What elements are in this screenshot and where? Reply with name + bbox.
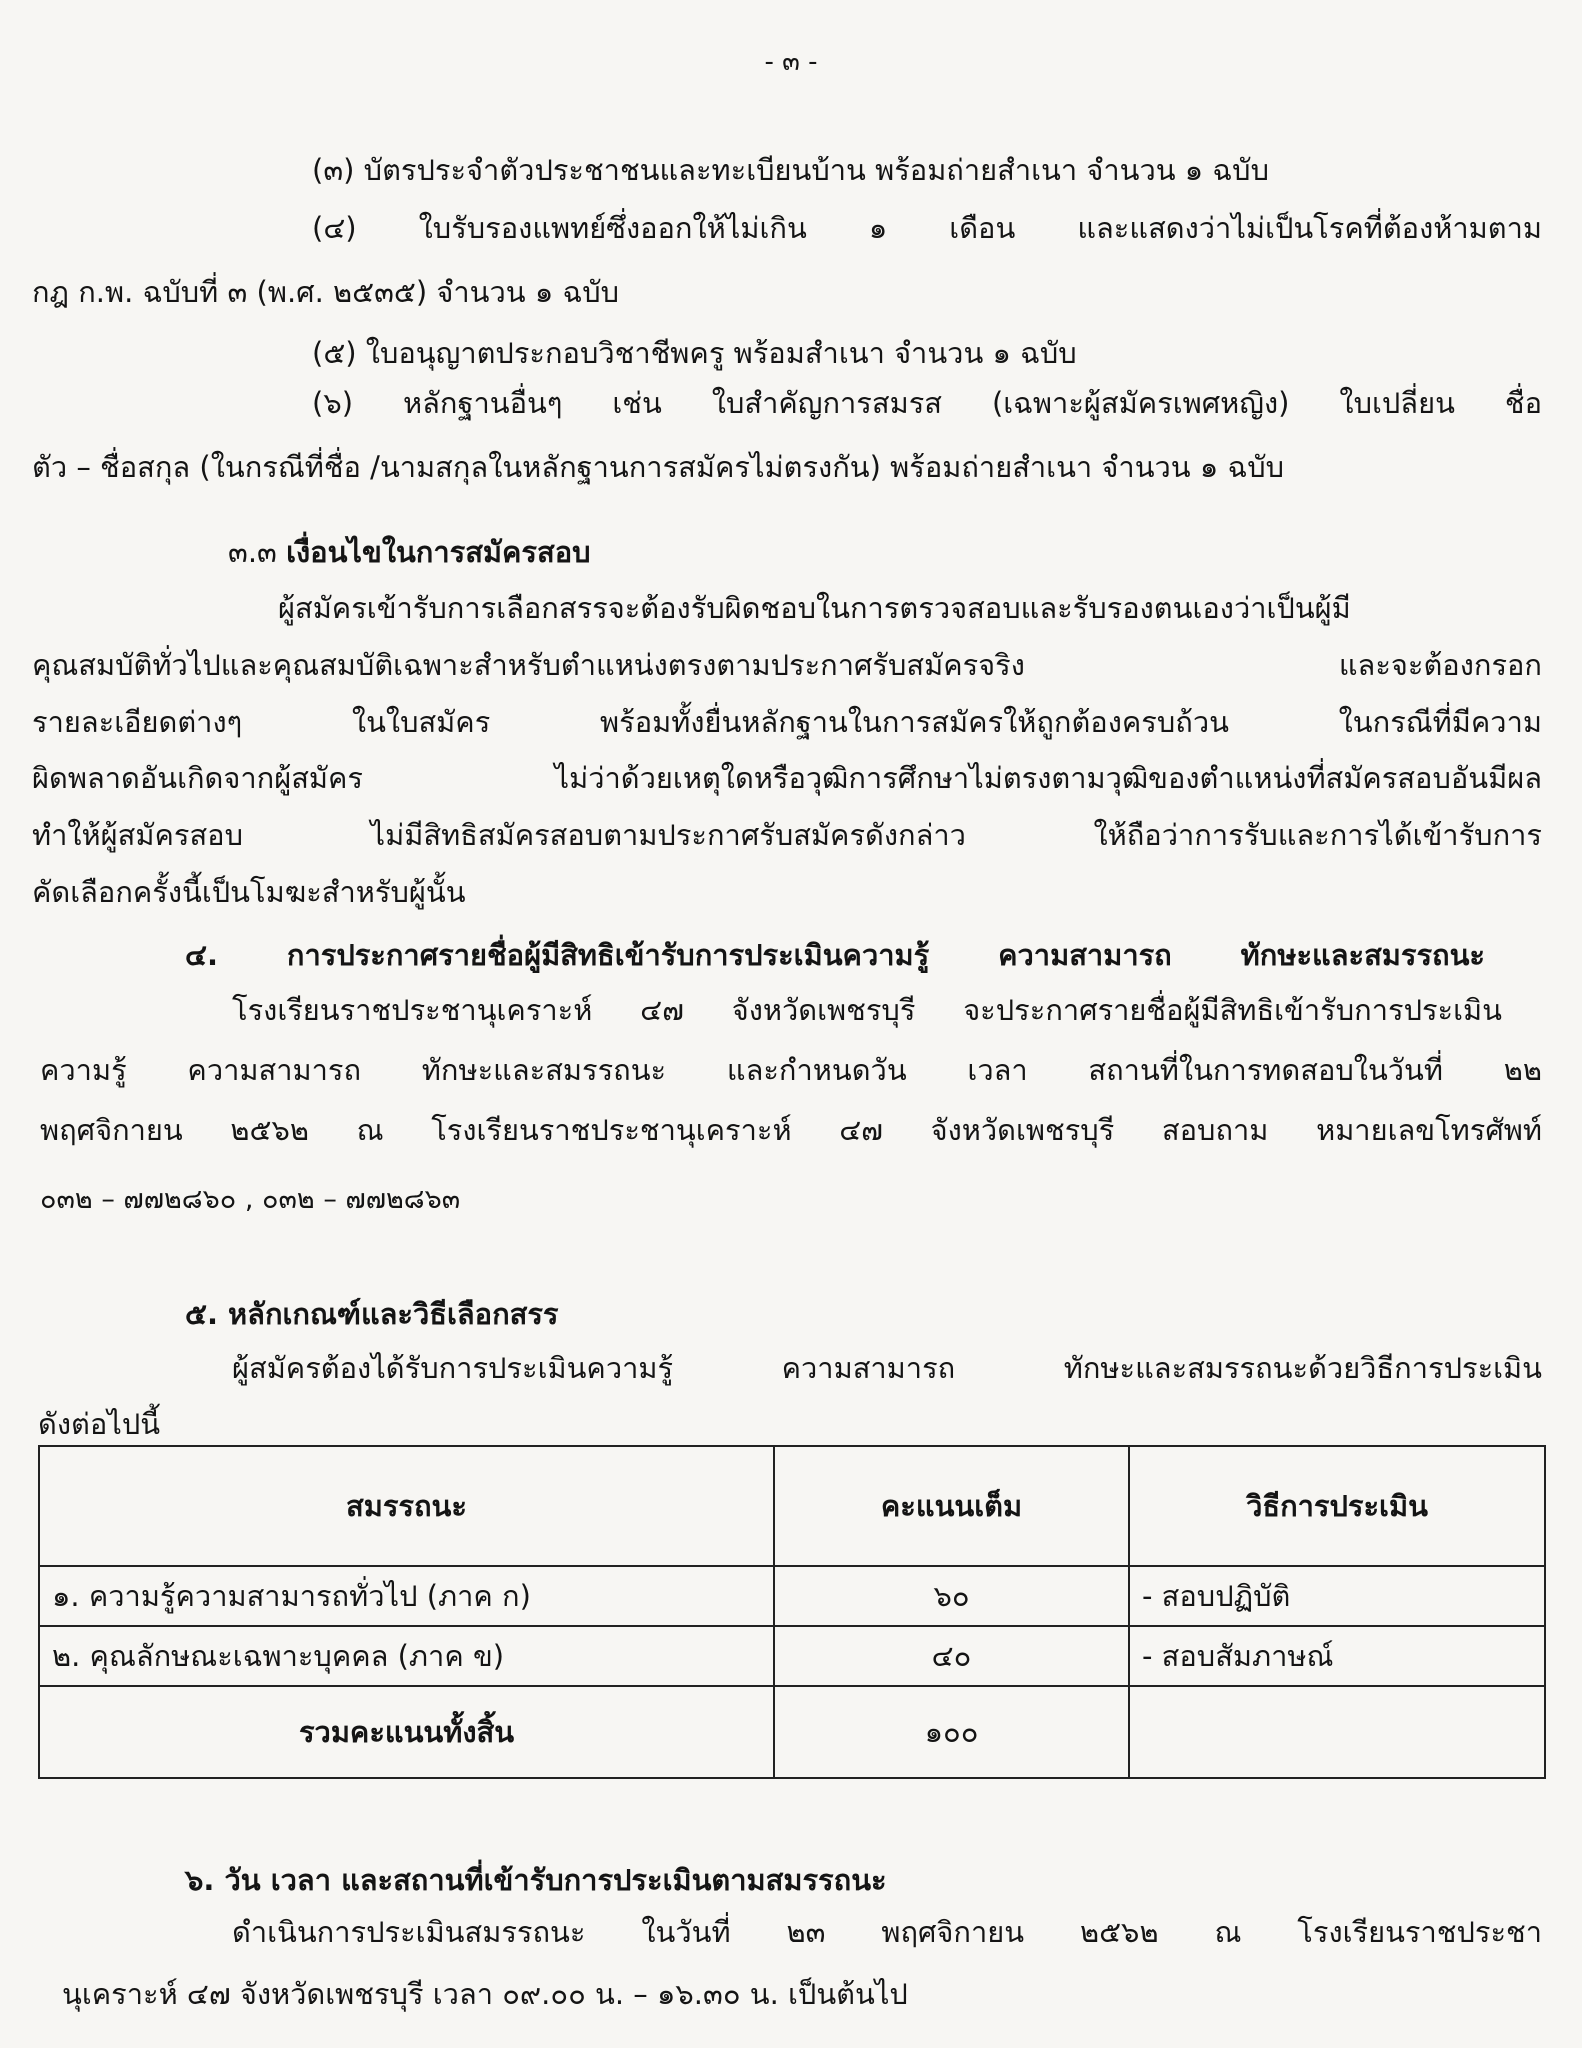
- paragraph-line: ดังต่อไปนี้: [38, 1407, 161, 1441]
- doc-item-3: (๓) บัตรประจำตัวประชาชนและทะเบียนบ้าน พร้อมถ่ายสำเนา จำนวน ๑ ฉบับ: [312, 153, 1269, 187]
- doc-item-4: (๔) ใบรับรองแพทย์ซึ่งออกให้ไม่เกิน ๑ เดือน และแสดงว่าไม่เป็นโรคที่ต้องห้ามตาม: [312, 211, 1542, 245]
- section-3-3-heading: [228, 532, 591, 572]
- section-5-heading: ๕. หลักเกณฑ์และวิธีเลือกสรร: [185, 1297, 559, 1331]
- table-cell: [1129, 1686, 1545, 1778]
- paragraph-line: โรงเรียนราชประชานุเคราะห์ ๔๗ จังหวัดเพชรบุรี จะประกาศรายชื่อผู้มีสิทธิเข้ารับการประเมิน: [232, 993, 1502, 1027]
- table-cell: ๖๐: [774, 1566, 1129, 1626]
- table-row: [39, 1626, 1545, 1686]
- table-header-row: [39, 1446, 1545, 1566]
- paragraph-line: คุณสมบัติทั่วไปและคุณสมบัติเฉพาะสำหรับตำแหน่งตรงตามประกาศรับสมัครจริง และจะต้องกรอก: [32, 648, 1542, 682]
- table-cell: - สอบปฏิบัติ: [1129, 1566, 1545, 1626]
- doc-item-5: (๕) ใบอนุญาตประกอบวิชาชีพครู พร้อมสำเนา จำนวน ๑ ฉบับ: [312, 336, 1077, 370]
- section-6-heading: ๖. วัน เวลา และสถานที่เข้ารับการประเมินตามสมรรถนะ: [185, 1863, 887, 1897]
- paragraph-line: พฤศจิกายน ๒๕๖๒ ณ โรงเรียนราชประชานุเคราะห์ ๔๗ จังหวัดเพชรบุรี สอบถาม หมายเลขโทรศัพท์: [40, 1113, 1542, 1147]
- table-cell: ๑. ความรู้ความสามารถทั่วไป (ภาค ก): [39, 1566, 774, 1626]
- table-total-row: [39, 1686, 1545, 1778]
- table-header: คะแนนเต็ม: [774, 1446, 1129, 1566]
- table-cell: ๔๐: [774, 1626, 1129, 1686]
- competency-table: [38, 1445, 1546, 1779]
- table-cell: ๑๐๐: [774, 1686, 1129, 1778]
- table-cell: รวมคะแนนทั้งสิ้น: [39, 1686, 774, 1778]
- table-cell: ๒. คุณลักษณะเฉพาะบุคคล (ภาค ข): [39, 1626, 774, 1686]
- paragraph-line: ผู้สมัครต้องได้รับการประเมินความรู้ ความสามารถ ทักษะและสมรรถนะด้วยวิธีการประเมิน: [232, 1351, 1542, 1385]
- section-4-heading: ๔. การประกาศรายชื่อผู้มีสิทธิเข้ารับการประเมินความรู้ ความสามารถ ทักษะและสมรรถนะ: [185, 938, 1485, 972]
- paragraph-line: ผู้สมัครเข้ารับการเลือกสรรจะต้องรับผิดชอบในการตรวจสอบและรับรองตนเองว่าเป็นผู้มี: [278, 591, 1351, 625]
- paragraph-line: คัดเลือกครั้งนี้เป็นโมฆะสำหรับผู้นั้น: [32, 875, 466, 909]
- table-header: วิธีการประเมิน: [1129, 1446, 1545, 1566]
- paragraph-line: รายละเอียดต่างๆ ในใบสมัคร พร้อมทั้งยื่นหลักฐานในการสมัครให้ถูกต้องครบถ้วน ในกรณีที่มีความ: [32, 705, 1542, 739]
- paragraph-line: ความรู้ ความสามารถ ทักษะและสมรรถนะ และกำหนดวัน เวลา สถานที่ในการทดสอบในวันที่ ๒๒: [40, 1053, 1542, 1087]
- doc-item-4-cont: กฎ ก.พ. ฉบับที่ ๓ (พ.ศ. ๒๕๓๕) จำนวน ๑ ฉบับ: [32, 275, 620, 309]
- phone-numbers: ๐๓๒ – ๗๗๒๘๖๐ , ๐๓๒ – ๗๗๒๘๖๓: [40, 1184, 461, 1215]
- table-row: [39, 1566, 1545, 1626]
- section-number: ๓.๓: [228, 535, 277, 569]
- paragraph-line: ดำเนินการประเมินสมรรถนะ ในวันที่ ๒๓ พฤศจิกายน ๒๕๖๒ ณ โรงเรียนราชประชา: [232, 1915, 1542, 1949]
- page-number: - ๓ -: [764, 47, 818, 77]
- doc-item-6-cont: ตัว – ชื่อสกุล (ในกรณีที่ชื่อ /นามสกุลในหลักฐานการสมัครไม่ตรงกัน) พร้อมถ่ายสำเนา จำนวน ๑ ฉบับ: [32, 450, 1285, 484]
- table-cell: - สอบสัมภาษณ์: [1129, 1626, 1545, 1686]
- paragraph-line: ทำให้ผู้สมัครสอบ ไม่มีสิทธิสมัครสอบตามประกาศรับสมัครดังกล่าว ให้ถือว่าการรับและการได้เข้ารับการ: [32, 818, 1542, 852]
- doc-item-6: (๖) หลักฐานอื่นๆ เช่น ใบสำคัญการสมรส (เฉพาะผู้สมัครเพศหญิง) ใบเปลี่ยน ชื่อ: [312, 386, 1542, 420]
- section-title: เงื่อนไขในการสมัครสอบ: [286, 535, 591, 569]
- paragraph-line: ผิดพลาดอันเกิดจากผู้สมัคร ไม่ว่าด้วยเหตุใดหรือวุฒิการศึกษาไม่ตรงตามวุฒิของตำแหน่งที่สมัครสอบอันมีผล: [32, 761, 1542, 795]
- table-header: สมรรถนะ: [39, 1446, 774, 1566]
- paragraph-line: นุเคราะห์ ๔๗ จังหวัดเพชรบุรี เวลา ๐๙.๐๐ น. – ๑๖.๓๐ น. เป็นต้นไป: [62, 1977, 908, 2011]
